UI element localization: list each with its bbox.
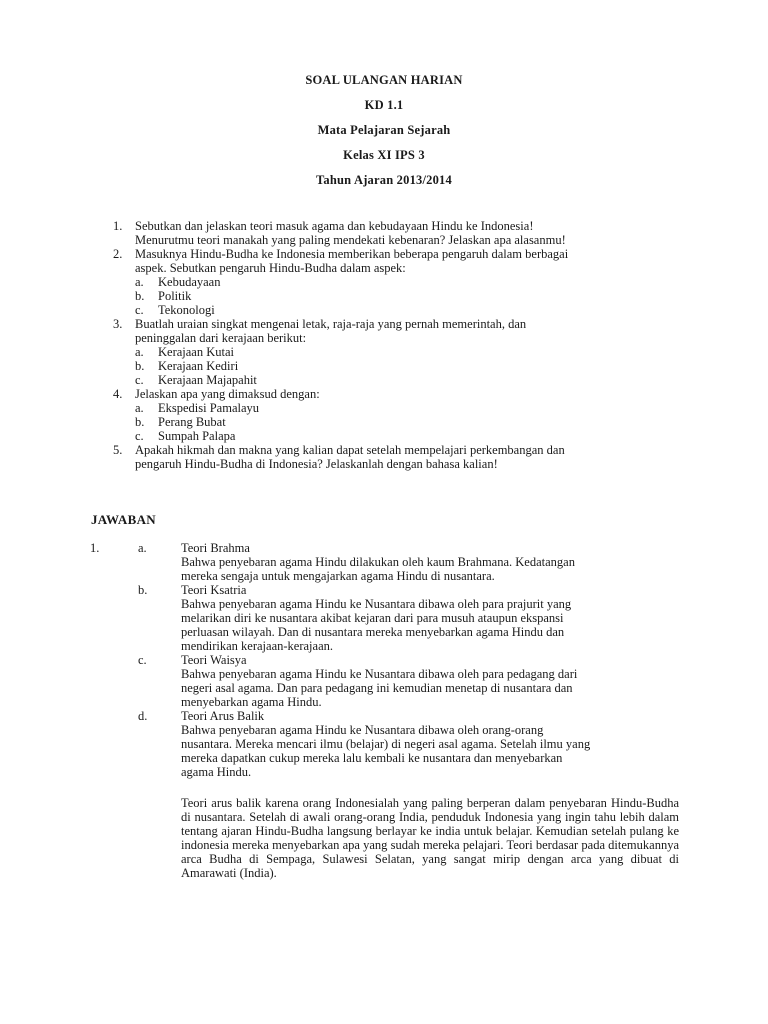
question-text-line: pengaruh Hindu-Budha di Indonesia? Jelaskanlah dengan bahasa kalian! (135, 457, 498, 471)
header-class: Kelas XI IPS 3 (343, 148, 425, 162)
answer-text-line: perluasan wilayah. Dan di nusantara mereka menyebarkan agama Hindu dan (181, 625, 565, 639)
question-number: 3. (113, 317, 123, 331)
question-number: 2. (113, 247, 123, 261)
option-text: Ekspedisi Pamalayu (158, 401, 260, 415)
header-kd: KD 1.1 (364, 98, 404, 112)
theory-title: Teori Waisya (181, 653, 247, 667)
answer-text-line: Bahwa penyebaran agama Hindu ke Nusantara dibawa oleh orang-orang (181, 723, 544, 737)
option-text: Politik (158, 289, 192, 303)
answer-item (90, 541, 690, 583)
answer-item (90, 583, 690, 653)
answer-text-line: menyebarkan agama Hindu. (181, 695, 322, 709)
option-text: Tekonologi (158, 303, 215, 317)
question-text-line: Apakah hikmah dan makna yang kalian dapat setelah mempelajari perkembangan dan (135, 443, 565, 457)
question-text-line: peninggalan dari kerajaan berikut: (135, 331, 307, 345)
question-option (135, 401, 673, 415)
document-header (0, 72, 768, 197)
answer-text-line: Bahwa penyebaran agama Hindu ke Nusantara dibawa oleh para prajurit yang (181, 597, 572, 611)
option-letter: c. (135, 429, 144, 443)
question-text-line: Jelaskan apa yang dimaksud dengan: (135, 387, 320, 401)
option-text: Kerajaan Kutai (158, 345, 235, 359)
option-letter: b. (135, 289, 145, 303)
question-number: 5. (113, 443, 123, 457)
question-item (113, 247, 673, 317)
answer-text-line: mendirikan kerajaan-kerajaan. (181, 639, 333, 653)
question-option (135, 429, 673, 443)
question-item (113, 387, 673, 443)
theory-title: Teori Brahma (181, 541, 250, 555)
question-option (135, 275, 673, 289)
question-item (113, 317, 673, 387)
option-letter: b. (135, 359, 145, 373)
question-option (135, 359, 673, 373)
question-number: 1. (113, 219, 123, 233)
answer-letter: b. (138, 583, 148, 597)
question-text-line: Menurutmu teori manakah yang paling mendekati kebenaran? Jelaskan apa alasanmu! (135, 233, 566, 247)
answer-item (90, 653, 690, 709)
question-option (135, 415, 673, 429)
question-option (135, 289, 673, 303)
answer-text-line: melarikan diri ke nusantara akibat kejaran dari para musuh ataupun ekspansi (181, 611, 564, 625)
question-list (113, 219, 673, 471)
answers-heading: JAWABAN (91, 512, 156, 527)
option-letter: b. (135, 415, 145, 429)
explanation-paragraph: Teori arus balik karena orang Indonesialah yang paling berperan dalam penyebaran Hindu-Budha di nusantara. Setelah di awali orang-orang India, penduduk Indonesia yang ingin tahu lebih dalam tentang ajaran Hindu-Budha langsung berlayar ke india untuk belajar. Kemudian setelah pulang ke indonesia mereka menyebarkan apa yang sudah mereka pelajari. Teori berdasar pada ditemukannya arca Budha di Sempaga, Sulawesi Selatan, yang sangat mirip dengan arca yang dibuat di Amarawati (India). (181, 796, 679, 880)
answer-section (90, 541, 690, 880)
answer-item (90, 709, 690, 779)
question-text-line: Buatlah uraian singkat mengenai letak, raja-raja yang pernah memerintah, dan (135, 317, 527, 331)
option-text: Kerajaan Majapahit (158, 373, 257, 387)
answer-letter: c. (138, 653, 147, 667)
header-year: Tahun Ajaran 2013/2014 (316, 173, 452, 187)
question-option (135, 373, 673, 387)
question-text-line: Masuknya Hindu-Budha ke Indonesia memberikan beberapa pengaruh dalam berbagai (135, 247, 569, 261)
answer-text-line: mereka sengaja untuk mengajarkan agama Hindu di nusantara. (181, 569, 495, 583)
option-text: Sumpah Palapa (158, 429, 236, 443)
answer-text-line: negeri asal agama. Dan para pedagang ini kemudian menetap di nusantara dan (181, 681, 573, 695)
option-text: Kerajaan Kediri (158, 359, 239, 373)
header-subject: Mata Pelajaran Sejarah (317, 123, 451, 137)
option-text: Kebudayaan (158, 275, 221, 289)
option-letter: c. (135, 303, 144, 317)
option-letter: c. (135, 373, 144, 387)
question-number: 4. (113, 387, 123, 401)
answer-number: 1. (90, 541, 100, 555)
question-item (113, 443, 673, 471)
option-letter: a. (135, 345, 144, 359)
option-letter: a. (135, 275, 144, 289)
question-text-line: aspek. Sebutkan pengaruh Hindu-Budha dalam aspek: (135, 261, 406, 275)
answer-text-line: mereka dapatkan cukup mereka lalu kembali ke nusantara dan menyebarkan (181, 751, 563, 765)
answer-text-line: Bahwa penyebaran agama Hindu ke Nusantara dibawa oleh para pedagang dari (181, 667, 578, 681)
theory-title: Teori Arus Balik (181, 709, 265, 723)
answer-text-line: Bahwa penyebaran agama Hindu dilakukan oleh kaum Brahmana. Kedatangan (181, 555, 575, 569)
question-item (113, 219, 673, 247)
answer-text-line: agama Hindu. (181, 765, 252, 779)
option-letter: a. (135, 401, 144, 415)
answer-letter: a. (138, 541, 147, 555)
option-text: Perang Bubat (158, 415, 226, 429)
answer-letter: d. (138, 709, 148, 723)
answer-text-line: nusantara. Mereka mencari ilmu (belajar) di negeri asal agama. Setelah ilmu yang (181, 737, 591, 751)
header-title: SOAL ULANGAN HARIAN (305, 73, 463, 87)
theory-title: Teori Ksatria (181, 583, 247, 597)
question-text-line: Sebutkan dan jelaskan teori masuk agama dan kebudayaan Hindu ke Indonesia! (135, 219, 534, 233)
question-option (135, 345, 673, 359)
question-option (135, 303, 673, 317)
